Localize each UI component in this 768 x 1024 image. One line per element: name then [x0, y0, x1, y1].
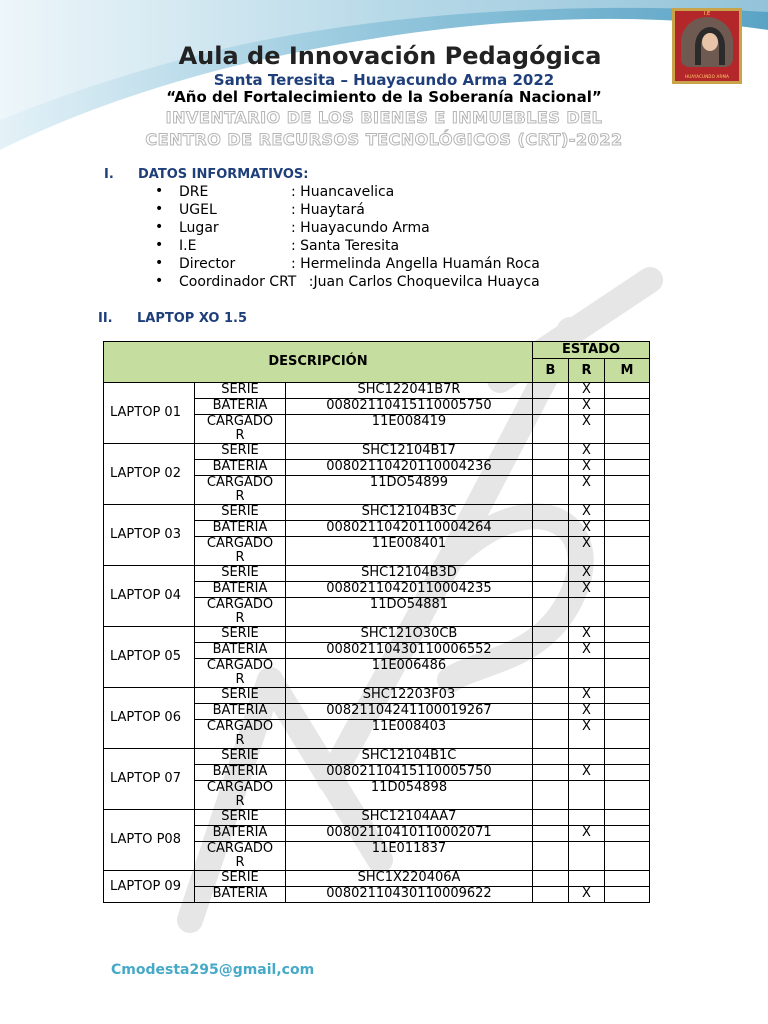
estado-r-cell: X: [569, 383, 605, 399]
estado-m-cell: [605, 810, 650, 826]
header-estado: ESTADO: [533, 342, 650, 359]
value-cell: SHC12104B3C: [286, 505, 533, 521]
header-r: R: [569, 359, 605, 383]
value-cell: 11DO54899: [286, 476, 533, 505]
table-row: [104, 871, 650, 887]
estado-m-cell: [605, 643, 650, 659]
estado-r-cell: X: [569, 521, 605, 537]
estado-m-cell: [605, 826, 650, 842]
info-label: DRE: [179, 184, 209, 200]
estado-b-cell: [533, 537, 569, 566]
logo-top-text: I.E: [703, 11, 711, 17]
section1-title: DATOS INFORMATIVOS:: [138, 167, 309, 182]
estado-b-cell: [533, 842, 569, 871]
estado-r-cell: X: [569, 399, 605, 415]
value-cell: 00802110420110004236: [286, 460, 533, 476]
value-cell: SHC12104B17: [286, 444, 533, 460]
component-cell: BATERIA: [195, 643, 286, 659]
estado-b-cell: [533, 659, 569, 688]
estado-m-cell: [605, 505, 650, 521]
estado-r-cell: [569, 598, 605, 627]
table-row: [104, 810, 650, 826]
value-cell: 11DO54881: [286, 598, 533, 627]
logo-caption: HUAYACUNDO ARMA: [684, 74, 730, 79]
component-cell: BATERIA: [195, 704, 286, 720]
estado-r-cell: X: [569, 537, 605, 566]
estado-m-cell: [605, 765, 650, 781]
component-cell: SERIE: [195, 688, 286, 704]
estado-b-cell: [533, 781, 569, 810]
value-cell: 11E008403: [286, 720, 533, 749]
estado-m-cell: [605, 460, 650, 476]
estado-r-cell: [569, 659, 605, 688]
info-label: UGEL: [179, 202, 217, 218]
estado-m-cell: [605, 399, 650, 415]
bullet-icon: •: [155, 183, 164, 199]
estado-m-cell: [605, 598, 650, 627]
value-cell: SHC122041B7R: [286, 383, 533, 399]
inventory-table-body: [104, 383, 650, 903]
page-title: Aula de Innovación Pedagógica: [178, 42, 602, 70]
estado-r-cell: X: [569, 415, 605, 444]
component-cell: CARGADO R: [195, 842, 286, 871]
table-row: [104, 505, 650, 521]
value-cell: 11D054898: [286, 781, 533, 810]
estado-b-cell: [533, 521, 569, 537]
info-label: Lugar: [179, 220, 219, 236]
estado-r-cell: [569, 842, 605, 871]
component-cell: CARGADO R: [195, 659, 286, 688]
inventory-table: [103, 341, 650, 903]
estado-r-cell: X: [569, 720, 605, 749]
device-name: LAPTO P08: [104, 810, 195, 871]
info-label: Director: [179, 256, 236, 272]
table-row: [104, 627, 650, 643]
info-label: I.E: [179, 238, 197, 254]
component-cell: SERIE: [195, 566, 286, 582]
value-cell: SHC1X220406A: [286, 871, 533, 887]
estado-m-cell: [605, 444, 650, 460]
section2-title: LAPTOP XO 1.5: [137, 311, 248, 326]
estado-r-cell: X: [569, 643, 605, 659]
estado-m-cell: [605, 749, 650, 765]
info-value: :Juan Carlos Choquevilca Huayca: [291, 274, 540, 290]
estado-r-cell: X: [569, 460, 605, 476]
estado-m-cell: [605, 659, 650, 688]
bullet-icon: •: [155, 273, 164, 289]
section1-number: I.: [104, 167, 114, 182]
estado-r-cell: [569, 871, 605, 887]
value-cell: 00821104241100019267: [286, 704, 533, 720]
component-cell: SERIE: [195, 383, 286, 399]
component-cell: SERIE: [195, 810, 286, 826]
table-row: [104, 688, 650, 704]
component-cell: SERIE: [195, 444, 286, 460]
value-cell: 00802110430110009622: [286, 887, 533, 903]
estado-m-cell: [605, 781, 650, 810]
estado-r-cell: X: [569, 704, 605, 720]
estado-r-cell: [569, 749, 605, 765]
estado-m-cell: [605, 704, 650, 720]
info-label: Coordinador CRT: [179, 274, 297, 290]
estado-m-cell: [605, 383, 650, 399]
info-value: : Huancavelica: [291, 184, 395, 200]
estado-r-cell: X: [569, 444, 605, 460]
value-cell: 11E011837: [286, 842, 533, 871]
device-name: LAPTOP 07: [104, 749, 195, 810]
estado-m-cell: [605, 582, 650, 598]
device-name: LAPTOP 06: [104, 688, 195, 749]
component-cell: CARGADO R: [195, 720, 286, 749]
estado-m-cell: [605, 627, 650, 643]
estado-r-cell: X: [569, 826, 605, 842]
component-cell: BATERIA: [195, 887, 286, 903]
device-name: LAPTOP 02: [104, 444, 195, 505]
estado-b-cell: [533, 582, 569, 598]
estado-b-cell: [533, 826, 569, 842]
estado-r-cell: X: [569, 582, 605, 598]
table-row: [104, 566, 650, 582]
value-cell: SHC12104AA7: [286, 810, 533, 826]
value-cell: 00802110430110006552: [286, 643, 533, 659]
header-m: M: [605, 359, 650, 383]
device-name: LAPTOP 09: [104, 871, 195, 903]
estado-b-cell: [533, 566, 569, 582]
estado-b-cell: [533, 505, 569, 521]
estado-b-cell: [533, 643, 569, 659]
estado-m-cell: [605, 537, 650, 566]
estado-m-cell: [605, 871, 650, 887]
estado-b-cell: [533, 871, 569, 887]
page-motto: “Año del Fortalecimiento de la Soberanía Nacional”: [166, 88, 602, 106]
estado-r-cell: X: [569, 505, 605, 521]
estado-b-cell: [533, 810, 569, 826]
component-cell: CARGADO R: [195, 476, 286, 505]
value-cell: 11E008401: [286, 537, 533, 566]
inventory-heading-line1: INVENTARIO DE LOS BIENES E INMUEBLES DEL: [165, 108, 603, 127]
estado-r-cell: X: [569, 566, 605, 582]
estado-b-cell: [533, 476, 569, 505]
footer-email: Cmodesta295@gmail,com: [111, 962, 315, 978]
info-value: : Hermelinda Angella Huamán Roca: [291, 256, 540, 272]
device-name: LAPTOP 04: [104, 566, 195, 627]
header-b: B: [533, 359, 569, 383]
header-description: DESCRIPCIÓN: [104, 342, 533, 383]
device-name: LAPTOP 05: [104, 627, 195, 688]
estado-r-cell: X: [569, 765, 605, 781]
estado-r-cell: [569, 810, 605, 826]
estado-b-cell: [533, 887, 569, 903]
estado-r-cell: X: [569, 476, 605, 505]
estado-b-cell: [533, 704, 569, 720]
estado-b-cell: [533, 765, 569, 781]
estado-m-cell: [605, 688, 650, 704]
estado-m-cell: [605, 887, 650, 903]
component-cell: CARGADO R: [195, 537, 286, 566]
component-cell: SERIE: [195, 627, 286, 643]
info-value: : Huayacundo Arma: [291, 220, 430, 236]
value-cell: SHC12104B1C: [286, 749, 533, 765]
component-cell: CARGADO R: [195, 781, 286, 810]
estado-m-cell: [605, 415, 650, 444]
estado-r-cell: X: [569, 688, 605, 704]
estado-m-cell: [605, 720, 650, 749]
component-cell: BATERIA: [195, 765, 286, 781]
bullet-icon: •: [155, 201, 164, 217]
estado-r-cell: [569, 781, 605, 810]
info-value: : Huaytará: [291, 202, 365, 218]
device-name: LAPTOP 03: [104, 505, 195, 566]
estado-m-cell: [605, 476, 650, 505]
value-cell: 00802110415110005750: [286, 765, 533, 781]
bullet-icon: •: [155, 219, 164, 235]
component-cell: BATERIA: [195, 399, 286, 415]
value-cell: 00802110410110002071: [286, 826, 533, 842]
component-cell: BATERIA: [195, 521, 286, 537]
estado-m-cell: [605, 842, 650, 871]
component-cell: CARGADO R: [195, 598, 286, 627]
bullet-icon: •: [155, 255, 164, 271]
estado-b-cell: [533, 598, 569, 627]
inventory-heading-line2: CENTRO DE RECURSOS TECNOLÓGICOS (CRT)-2022: [145, 130, 623, 149]
component-cell: SERIE: [195, 505, 286, 521]
estado-b-cell: [533, 383, 569, 399]
estado-m-cell: [605, 566, 650, 582]
estado-b-cell: [533, 627, 569, 643]
device-name: LAPTOP 01: [104, 383, 195, 444]
value-cell: 00802110415110005750: [286, 399, 533, 415]
value-cell: 00802110420110004264: [286, 521, 533, 537]
value-cell: 00802110420110004235: [286, 582, 533, 598]
component-cell: SERIE: [195, 749, 286, 765]
table-row: [104, 749, 650, 765]
info-value: : Santa Teresita: [291, 238, 400, 254]
value-cell: 11E008419: [286, 415, 533, 444]
component-cell: BATERIA: [195, 826, 286, 842]
value-cell: SHC12203F03: [286, 688, 533, 704]
page-subtitle: Santa Teresita – Huayacundo Arma 2022: [213, 71, 555, 89]
estado-b-cell: [533, 749, 569, 765]
value-cell: SHC121O30CB: [286, 627, 533, 643]
component-cell: BATERIA: [195, 460, 286, 476]
estado-b-cell: [533, 444, 569, 460]
value-cell: 11E006486: [286, 659, 533, 688]
value-cell: SHC12104B3D: [286, 566, 533, 582]
estado-b-cell: [533, 688, 569, 704]
component-cell: BATERIA: [195, 582, 286, 598]
table-row: [104, 444, 650, 460]
estado-r-cell: X: [569, 627, 605, 643]
estado-b-cell: [533, 720, 569, 749]
estado-b-cell: [533, 399, 569, 415]
estado-b-cell: [533, 415, 569, 444]
table-row: [104, 383, 650, 399]
component-cell: SERIE: [195, 871, 286, 887]
section2-number: II.: [98, 311, 113, 326]
estado-r-cell: X: [569, 887, 605, 903]
component-cell: CARGADO R: [195, 415, 286, 444]
estado-b-cell: [533, 460, 569, 476]
estado-m-cell: [605, 521, 650, 537]
bullet-icon: •: [155, 237, 164, 253]
